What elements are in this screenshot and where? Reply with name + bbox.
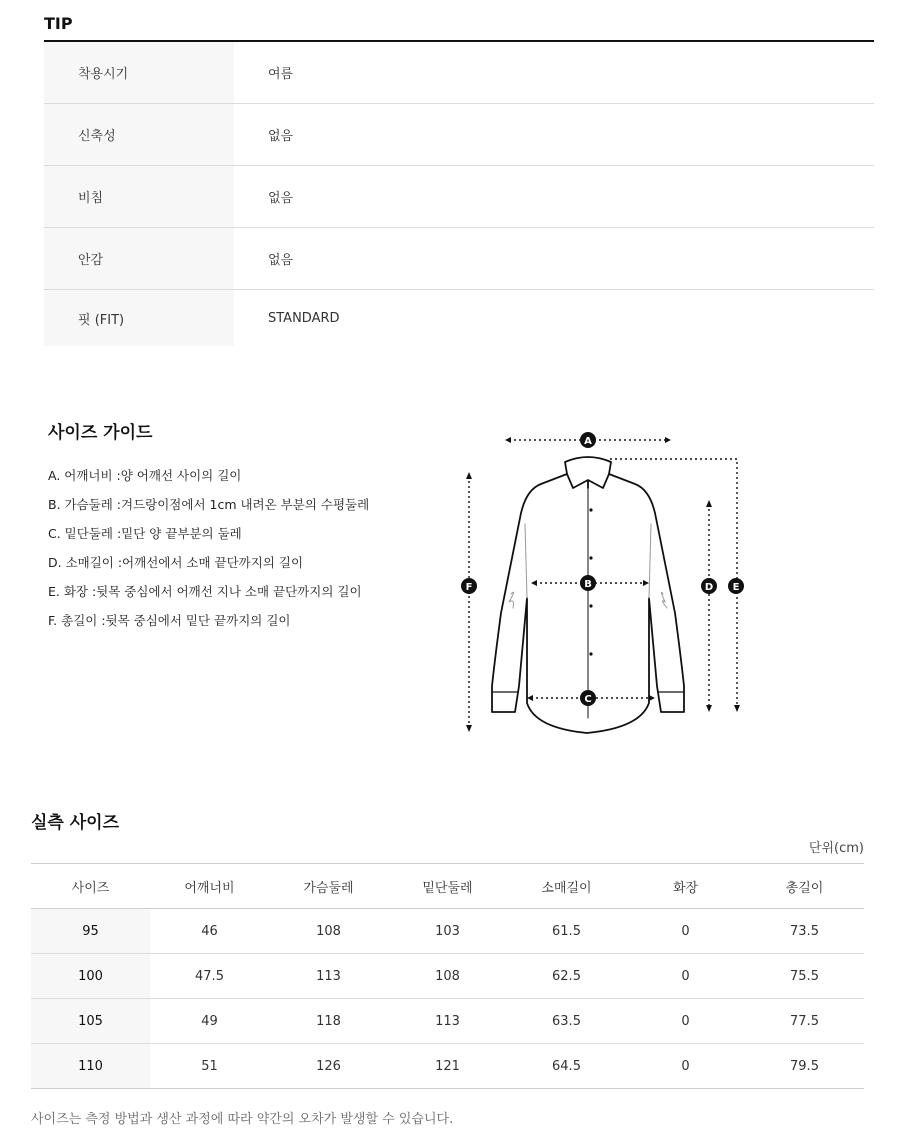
tip-value: 여름 [234, 42, 874, 104]
tip-value: STANDARD [268, 310, 340, 326]
svg-text:B: B [584, 579, 592, 590]
table-cell: 62.5 [507, 954, 626, 999]
tip-label: 신축성 [44, 104, 234, 166]
table-cell: 51 [150, 1044, 269, 1089]
guide-item: B. 가슴둘레 :겨드랑이점에서 1cm 내려온 부분의 수평둘레 [48, 497, 370, 512]
measurement-note: 사이즈는 측정 방법과 생산 과정에 따라 약간의 오차가 발생할 수 있습니다. [31, 1112, 454, 1127]
column-header: 가슴둘레 [269, 864, 388, 909]
table-cell: 61.5 [507, 909, 626, 954]
column-header: 어깨너비 [150, 864, 269, 909]
table-cell: 108 [388, 954, 507, 999]
tip-value: 없음 [234, 228, 874, 290]
svg-text:A: A [584, 436, 592, 447]
tip-row [44, 42, 874, 104]
size-guide-list [48, 466, 369, 640]
marker-d-icon [701, 578, 717, 594]
measurement-title: 실측 사이즈 [31, 813, 120, 833]
tip-title: TIP [44, 14, 73, 33]
tip-value: 없음 [234, 104, 874, 166]
tip-row [44, 166, 874, 228]
tip-row [44, 104, 874, 166]
table-row [31, 954, 864, 999]
svg-text:E: E [732, 582, 740, 593]
size-cell: 95 [31, 909, 150, 954]
table-cell: 77.5 [745, 999, 864, 1044]
table-cell: 79.5 [745, 1044, 864, 1089]
size-guide-title: 사이즈 가이드 [48, 423, 153, 443]
guide-item: F. 총길이 :뒷목 중심에서 밑단 끝까지의 길이 [48, 613, 291, 628]
table-cell: 63.5 [507, 999, 626, 1044]
table-cell: 0 [626, 1044, 745, 1089]
table-row [31, 999, 864, 1044]
shirt-diagram [455, 428, 760, 743]
table-cell: 0 [626, 999, 745, 1044]
tip-table [44, 42, 874, 346]
tip-row [44, 290, 874, 347]
table-cell: 49 [150, 999, 269, 1044]
svg-text:F: F [465, 582, 473, 593]
column-header: 사이즈 [31, 864, 150, 909]
table-cell: 108 [269, 909, 388, 954]
tip-value: 없음 [234, 166, 874, 228]
column-header: 소매길이 [507, 864, 626, 909]
table-cell: 73.5 [745, 909, 864, 954]
tip-label: 비침 [44, 166, 234, 228]
table-row [31, 909, 864, 954]
tip-label: 착용시기 [44, 42, 234, 104]
table-cell: 0 [626, 909, 745, 954]
shirt-collar [565, 457, 611, 488]
marker-c-icon [580, 690, 596, 706]
marker-f-icon [461, 578, 477, 594]
unit-label: 단위(cm) [808, 841, 864, 856]
guide-item: D. 소매길이 :어깨선에서 소매 끝단까지의 길이 [48, 555, 304, 570]
size-cell: 105 [31, 999, 150, 1044]
marker-e-icon [728, 578, 744, 594]
measurement-table [31, 863, 864, 1089]
table-cell: 75.5 [745, 954, 864, 999]
tip-label: 안감 [44, 228, 234, 290]
size-cell: 110 [31, 1044, 150, 1089]
column-header: 화장 [626, 864, 745, 909]
table-cell: 126 [269, 1044, 388, 1089]
table-cell: 64.5 [507, 1044, 626, 1089]
table-cell: 103 [388, 909, 507, 954]
svg-text:D: D [704, 582, 714, 593]
column-header: 밑단둘레 [388, 864, 507, 909]
table-cell: 47.5 [150, 954, 269, 999]
table-cell: 113 [388, 999, 507, 1044]
tip-row [44, 228, 874, 290]
table-cell: 0 [626, 954, 745, 999]
measurement-header-row [31, 864, 864, 909]
guide-item: C. 밑단둘레 :밑단 양 끝부분의 둘레 [48, 526, 242, 541]
column-header: 총길이 [745, 864, 864, 909]
table-cell: 113 [269, 954, 388, 999]
table-cell: 121 [388, 1044, 507, 1089]
marker-b-icon [580, 575, 596, 591]
table-row [31, 1044, 864, 1089]
svg-text:C: C [584, 694, 592, 705]
size-cell: 100 [31, 954, 150, 999]
marker-a-icon [580, 432, 596, 448]
table-cell: 46 [150, 909, 269, 954]
guide-item: E. 화장 :뒷목 중심에서 어깨선 지나 소매 끝단까지의 길이 [48, 584, 362, 599]
table-cell: 118 [269, 999, 388, 1044]
guide-item: A. 어깨너비 :양 어깨선 사이의 길이 [48, 468, 242, 483]
tip-label: 핏 (FIT) [44, 290, 234, 347]
